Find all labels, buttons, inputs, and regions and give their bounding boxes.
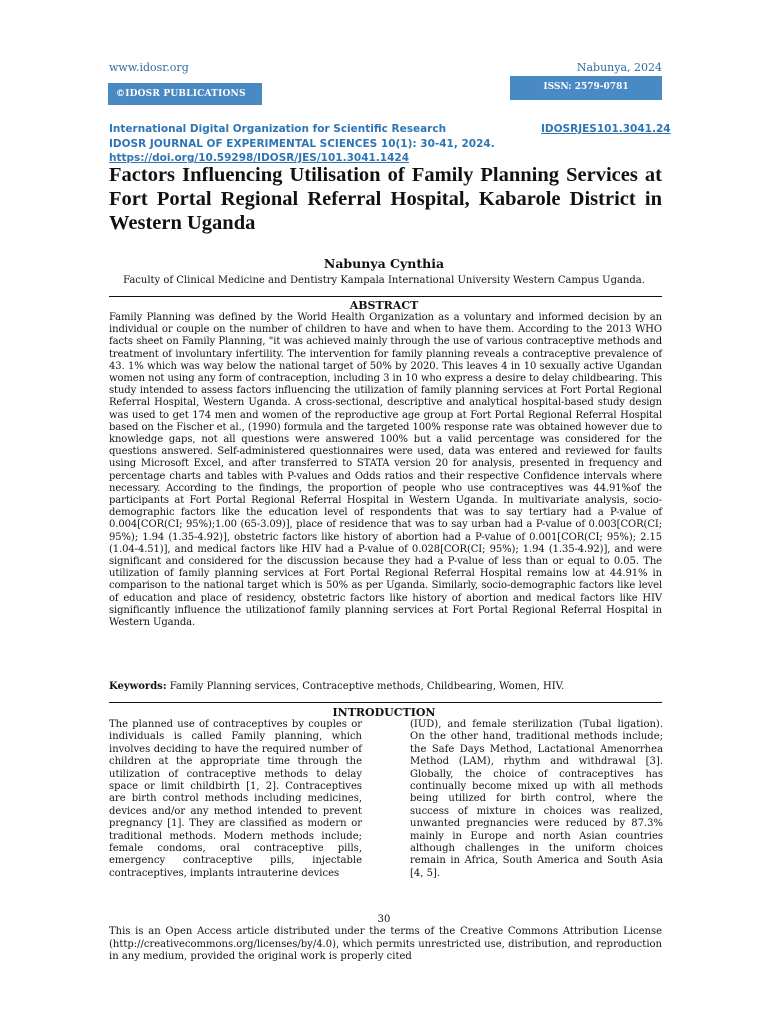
author-affiliation: Faculty of Clinical Medicine and Dentistry Kampala International University Western Campus Uganda. [123, 275, 645, 286]
publisher-badge: ©IDOSR PUBLICATIONS [108, 83, 262, 105]
keywords-list: Family Planning services, Contraceptive methods, Childbearing, Women, HIV. [166, 681, 565, 692]
journal-citation: IDOSR JOURNAL OF EXPERIMENTAL SCIENCES 10(1): 30-41, 2024. [109, 138, 495, 150]
doi-link[interactable]: https://doi.org/10.59298/IDOSR/JES/101.3041.1424 [109, 152, 410, 164]
introduction-right-column: (IUD), and female sterilization (Tubal ligation). On the other hand, traditional methods include; the Safe Days Method, Lactational Amenorrhea Method (LAM), rhythm and withdrawal [3]. Globally, the choice of contraceptives has continually become mixed up with all methods being utilized for birth control, where the success of mixture in choices was realized, unwanted pregnancies were reduced by 87.3% mainly in Europe and north Asian countries although challenges in the uniform choices remain in Africa, South America and South Asia [4, 5]. [410, 719, 663, 879]
divider-bottom [109, 702, 662, 703]
introduction-heading: INTRODUCTION [332, 706, 436, 719]
keywords-label: Keywords: [109, 681, 167, 692]
license-notice: This is an Open Access article distributed under the terms of the Creative Commons Attribution License (http://creativecommons.org/licenses/by/4.0), which permits unrestricted use, distribution, and reproduction in any medium, provided the original work is properly cited [109, 926, 662, 962]
running-header-author-year: Nabunya, 2024 [576, 61, 662, 74]
introduction-left-column: The planned use of contraceptives by couples or individuals is called Family planning, which involves deciding to have the required number of children at the appropriate time through the utilization of contraceptive methods to delay space or limit childbirth [1, 2]. Contraceptives are birth control methods including medicines, devices and/or any method intended to prevent pregnancy [1]. They are classified as modern or traditional methods. Modern methods include; female condoms, oral contraceptive pills, emergency contraceptive pills, injectable contraceptives, implants intrauterine devices [109, 719, 362, 879]
page-number: 30 [377, 914, 391, 925]
abstract-text: Family Planning was defined by the World Health Organization as a voluntary and informed decision by an individual or couple on the number of children to have and when to have them. According to the 2013 WHO facts sheet on Family Planning, "it was achieved mainly through the use of various contraceptive methods and treatment of involuntary infertility. The intervention for family planning reveals a contraceptive prevalence of 43. 1% which was way below the national target of 50% by 2020. This leaves 4 in 10 sexually active Ugandan women not using any form of contraception, including 3 in 10 who express a desire to delay childbearing. This study intended to assess factors influencing the utilization of family planning services at Fort Portal Regional Referral Hospital, Western Uganda. A cross-sectional, descriptive and analytical hospital-based study design was used to get 174 men and women of the reproductive age group at Fort Portal Regional Referral Hospital based on the Fischer et al., (1990) formula and the targeted 100% response rate was obtained however due to knowledge gaps, not all questions were answered 100% but a valid percentage was considered for the questions answered. Self-administered questionnaires were used, data was entered and reviewed for faults using Microsoft Excel, and after transferred to STATA version 20 for analysis, presented in frequency and percentage charts and tables with P-values and Odds ratios and their respective Confidence intervals where necessary. According to the findings, the proportion of people who use contraceptives was 44.91%of the participants at Fort Portal Regional Referral Hospital in Western Uganda. In multivariate analysis, socio-demographic factors like the education level of respondents that was to say tertiary had a P-value of 0.004[COR(CI; 95%);1.00 (65-3.09)], place of residence that was to say urban had a P-value of 0.003[COR(CI; 95%); 1.94 (1.35-4.92)], obstetric factors like history of abortion had a P-value of 0.001[COR(CI; 95%); 2.15 (1.04-4.51)], and medical factors like HIV had a P-value of 0.028[COR(CI; 95%); 1.94 (1.35-4.92)], and were significant and considered for the discussion because they had a P-value of less than or equal to 0.05. The utilization of family planning services at Fort Portal Regional Referral Hospital remains low at 44.91% in comparison to the national target which is 50% as per Uganda. Similarly, socio-demographic factors like level of education and place of residency, obstetric factors like history of abortion and medical factors like HIV significantly influence the utilizationof family planning services at Fort Portal Regional Referral Hospital in Western Uganda. [109, 312, 662, 629]
article-title: Factors Influencing Utilisation of Family Planning Services at Fort Portal Regional Referral Hospital, Kabarole District in Western Uganda [109, 164, 662, 234]
site-url[interactable]: www.idosr.org [109, 61, 189, 74]
keywords [109, 681, 662, 693]
divider-top [109, 296, 662, 297]
abstract-heading: ABSTRACT [349, 299, 419, 312]
author-name: Nabunya Cynthia [323, 256, 445, 271]
issn-badge: ISSN: 2579-0781 [510, 76, 662, 100]
journal-id-link[interactable]: IDOSRJES101.3041.24 [541, 123, 671, 135]
organization-name: International Digital Organization for Scientific Research [109, 123, 447, 135]
